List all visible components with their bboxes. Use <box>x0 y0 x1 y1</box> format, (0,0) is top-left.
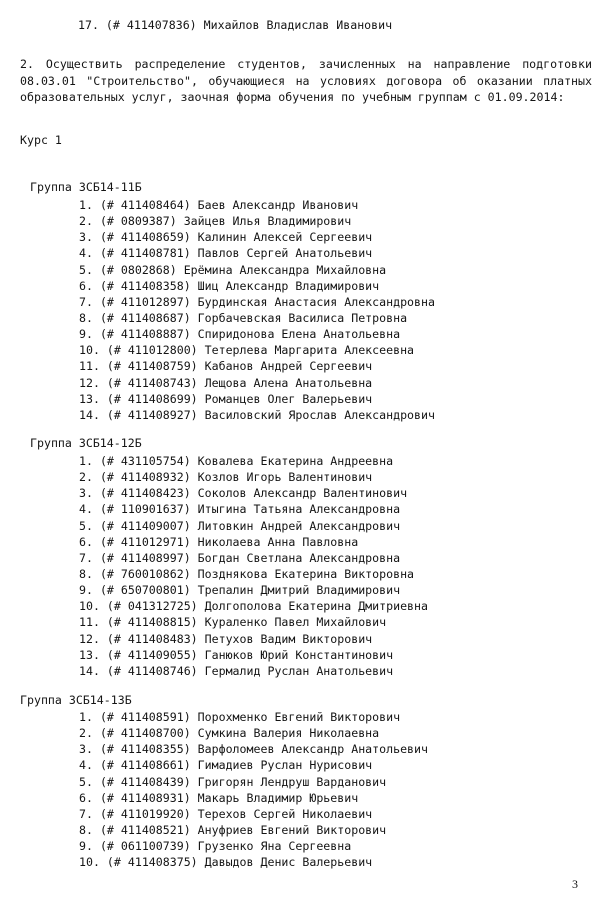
student-row: 5. (# 411408439) Григорян Лендруш Варданович <box>79 774 387 789</box>
student-list-12b <box>79 454 428 680</box>
student-row: 10. (# 041312725) Долгополова Екатерина Дмитриевна <box>79 599 429 614</box>
student-row: 1. (# 431105754) Ковалева Екатерина Андреевна <box>79 454 394 468</box>
student-row: 1. (# 411408464) Баев Александр Иванович <box>79 198 359 212</box>
student-row: 5. (# 0802868) Ерёмина Александра Михайловна <box>79 262 387 277</box>
course-heading: Курс 1 <box>20 133 62 147</box>
student-row: 10. (# 411012800) Тетерлева Маргарита Алексеевна <box>79 343 415 358</box>
student-row: 12. (# 411408483) Петухов Вадим Викторович <box>79 631 373 646</box>
group-title-11b: Группа ЗСБ14-11Б <box>30 180 142 194</box>
group-title-13b: Группа ЗСБ14-13Б <box>20 693 132 707</box>
student-row: 11. (# 411408815) Кураленко Павел Михайлович <box>79 615 387 630</box>
student-row: 7. (# 411012897) Бурдинская Анастасия Александровна <box>79 294 435 309</box>
student-row: 6. (# 411012971) Николаева Анна Павловна <box>79 534 359 549</box>
student-row: 2. (# 411408932) Козлов Игорь Валентинович <box>79 470 373 485</box>
student-row: 7. (# 411019920) Терехов Сергей Николаевич <box>79 806 373 821</box>
student-list-13b <box>79 710 428 871</box>
student-row: 1. (# 411408591) Порохменко Евгений Викторович <box>79 710 401 724</box>
student-row: 5. (# 411409007) Литовкин Андрей Александрович <box>79 518 401 533</box>
student-row: 9. (# 411408887) Спиридонова Елена Анатольевна <box>79 327 401 342</box>
student-row: 2. (# 0809387) Зайцев Илья Владимирович <box>79 214 352 229</box>
student-row: 6. (# 411408358) Шиц Александр Владимирович <box>79 278 380 293</box>
student-row: 14. (# 411408927) Василовский Ярослав Александрович <box>79 407 435 422</box>
student-row: 12. (# 411408743) Лещова Алена Анатольевна <box>79 375 373 390</box>
student-row: 13. (# 411408699) Романцев Олег Валерьевич <box>79 391 373 406</box>
student-row: 8. (# 411408687) Горбачевская Василиса Петровна <box>79 310 408 325</box>
student-row: 4. (# 411408661) Гимадиев Руслан Нурисович <box>79 758 373 773</box>
student-row: 11. (# 411408759) Кабанов Андрей Сергеевич <box>79 359 373 374</box>
student-list-11b <box>79 198 435 424</box>
student-row: 9. (# 650700801) Трепалин Дмитрий Владимирович <box>79 583 401 598</box>
previous-list-item: 17. (# 411407836) Михайлов Владислав Иванович <box>78 18 393 32</box>
page-number: 3 <box>572 877 578 891</box>
student-row: 3. (# 411408355) Варфоломеев Александр Анатольевич <box>79 742 429 757</box>
student-row: 8. (# 411408521) Ануфриев Евгений Викторович <box>79 822 387 837</box>
student-row: 9. (# 061100739) Грузенко Яна Сергеевна <box>79 839 352 854</box>
student-row: 3. (# 411408423) Соколов Александр Валентинович <box>79 486 408 501</box>
student-row: 6. (# 411408931) Макарь Владимир Юрьевич <box>79 790 359 805</box>
student-row: 7. (# 411408997) Богдан Светлана Александровна <box>79 550 401 565</box>
student-row: 13. (# 411409055) Ганюков Юрий Константинович <box>79 647 394 662</box>
paragraph-2: 2. Осуществить распределение студентов, зачисленных на направление подготовки 08.03.01 "Строительство", обучающиеся на условиях договора об оказании платных образовательных услуг, заочная форма обучения по учебным группам с 01.09.2014: <box>20 57 592 104</box>
group-title-12b: Группа ЗСБ14-12Б <box>30 436 142 450</box>
student-row: 10. (# 411408375) Давыдов Денис Валерьевич <box>79 855 373 870</box>
student-row: 3. (# 411408659) Калинин Алексей Сергеевич <box>79 230 373 245</box>
student-row: 8. (# 760010862) Позднякова Екатерина Викторовна <box>79 566 415 581</box>
student-row: 2. (# 411408700) Сумкина Валерия Николаевна <box>79 726 380 741</box>
student-row: 4. (# 411408781) Павлов Сергей Анатольевич <box>79 246 373 261</box>
student-row: 4. (# 110901637) Итыгина Татьяна Александровна <box>79 502 401 517</box>
student-row: 14. (# 411408746) Гермалид Руслан Анатольевич <box>79 663 394 678</box>
